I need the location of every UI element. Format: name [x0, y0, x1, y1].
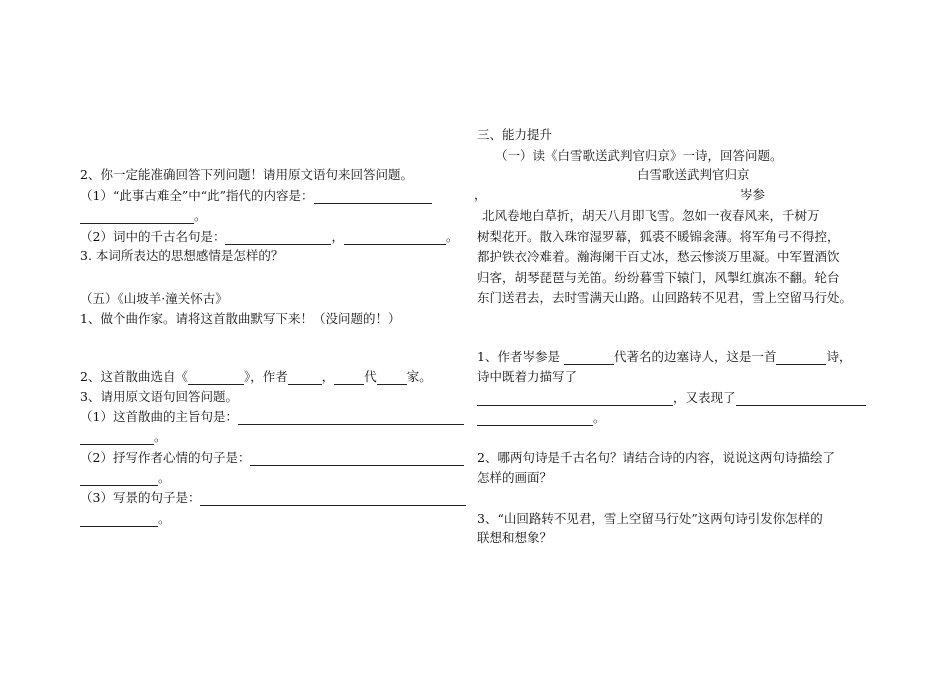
s5-q3-2-end: 。 — [158, 470, 171, 485]
s5-q3-2 — [80, 450, 464, 466]
r-q1-line3 — [477, 390, 866, 406]
s5-q3-2-label: （2）抒写作者心情的句子是： — [80, 450, 251, 465]
s5-q3-3 — [80, 490, 466, 506]
s5-q2 — [80, 369, 432, 385]
s5-q3-1-blank-cont[interactable] — [80, 431, 154, 445]
s5-q3: 3、请用原文语句回答问题。 — [80, 389, 238, 404]
q2-1-label: （1）“此事古难全”中“此”指代的内容是： — [80, 188, 314, 203]
r-q3: 3、“山回路转不见君，雪上空留马行处”这两句诗引发你怎样的 — [477, 511, 823, 526]
s5-q1: 1、做个曲作家。请将这首散曲默写下来！（没问题的！） — [80, 311, 401, 326]
r-q1-blank-type[interactable] — [776, 351, 826, 365]
r-q1-line2: 诗中既着力描写了 — [477, 369, 578, 384]
s5-q3-1-end: 。 — [154, 429, 167, 444]
stray-comma: ， — [474, 187, 487, 202]
q2-2-end: 。 — [445, 229, 459, 244]
r-q1-b: 代著名的边塞诗人，这是一首 — [613, 349, 777, 364]
r-q1-c: 诗， — [826, 349, 852, 364]
r-q1-blank-express[interactable] — [736, 392, 866, 406]
section-5-title: （五）《山坡羊·潼关怀古》 — [80, 291, 228, 306]
r-q1-a: 1、作者岑参是 — [477, 349, 560, 364]
section-3-title: 三、能力提升 — [477, 127, 553, 142]
s5-q2-blank-author[interactable] — [288, 371, 322, 385]
q2-1-cont — [80, 208, 207, 224]
s5-q2-a: 2、这首散曲选自《 — [80, 369, 188, 384]
s5-q2-blank-type[interactable] — [377, 371, 407, 385]
s5-q2-blank-book[interactable] — [188, 371, 244, 385]
s5-q2-c: ， — [321, 369, 335, 384]
s5-q3-3-blank-cont[interactable] — [80, 513, 158, 527]
s5-q3-2-blank[interactable] — [250, 452, 464, 466]
q2-2-label: （2）词中的千古名句是： — [80, 229, 226, 244]
s5-q3-2-cont — [80, 470, 171, 486]
s5-q3-1 — [80, 409, 464, 425]
q2-title: 2、你一定能准确回答下列问题！请用原文语句来回答问题。 — [80, 167, 413, 182]
r-q2-cont: 怎样的画面？ — [477, 470, 553, 485]
s5-q3-3-end: 。 — [158, 511, 171, 526]
q2-2-blank-2[interactable] — [344, 231, 446, 245]
r-q1-blank-describe[interactable] — [477, 392, 673, 406]
r-q1-blank-dynasty[interactable] — [564, 351, 614, 365]
s5-q3-1-cont — [80, 429, 167, 445]
poem-line: 都护铁衣冷难着。瀚海阑干百丈冰，愁云惨淡万里凝。中军置酒饮 — [477, 249, 840, 264]
s5-q3-2-blank-cont[interactable] — [80, 472, 158, 486]
poem-author: 岑参 — [740, 187, 766, 202]
s5-q2-e: 家。 — [406, 369, 432, 384]
poem-title: 白雪歌送武判官归京 — [637, 167, 750, 182]
r-q1-e: ，又表现了 — [673, 390, 736, 405]
r-q2: 2、哪两句诗是千古名句？请结合诗的内容，说说这两句诗描绘了 — [477, 450, 835, 465]
poem-line: 东门送君去，去时雪满天山路。山回路转不见君，雪上空留马行处。 — [477, 290, 853, 305]
s5-q3-3-label: （3）写景的句子是： — [80, 490, 201, 505]
poem-line: 树梨花开。散入珠帘湿罗幕，狐裘不暖锦衾薄。将军角弓不得控， — [477, 229, 840, 244]
r-q1-blank-express-cont[interactable] — [477, 412, 593, 426]
r-q1-f: 。 — [593, 410, 606, 425]
q2-2-prompt — [80, 229, 459, 245]
q2-1-prompt — [80, 188, 432, 204]
s5-q2-b: 》，作者 — [243, 369, 288, 384]
s5-q2-d: 代 — [364, 369, 377, 384]
q3-question: 3. 本词所表达的思想感情是怎样的？ — [80, 248, 284, 263]
q2-2-blank-1[interactable] — [225, 231, 331, 245]
poem-line: 归客，胡琴琵琶与羌笛。纷纷暮雪下辕门，风掣红旗冻不翻。轮台 — [477, 270, 840, 285]
q2-1-end: 。 — [194, 208, 207, 223]
s5-q3-1-blank[interactable] — [238, 411, 464, 425]
r-q3-cont: 联想和想象？ — [477, 530, 553, 545]
s5-q3-1-label: （1）这首散曲的主旨句是： — [80, 409, 238, 424]
s5-q3-3-cont — [80, 511, 171, 527]
r-q1-line4 — [477, 410, 606, 426]
sub-title: （一）读《白雪歌送武判官归京》一诗，回答问题。 — [495, 148, 783, 163]
poem-line: 北风卷地白草折，胡天八月即飞雪。忽如一夜春风来，千树万 — [482, 208, 820, 223]
q2-2-comma: ， — [331, 229, 344, 244]
q2-1-blank-cont[interactable] — [80, 210, 194, 224]
r-q1 — [477, 349, 852, 365]
s5-q3-3-blank[interactable] — [200, 492, 466, 506]
s5-q2-blank-dynasty[interactable] — [334, 371, 364, 385]
q2-1-blank[interactable] — [314, 190, 432, 204]
